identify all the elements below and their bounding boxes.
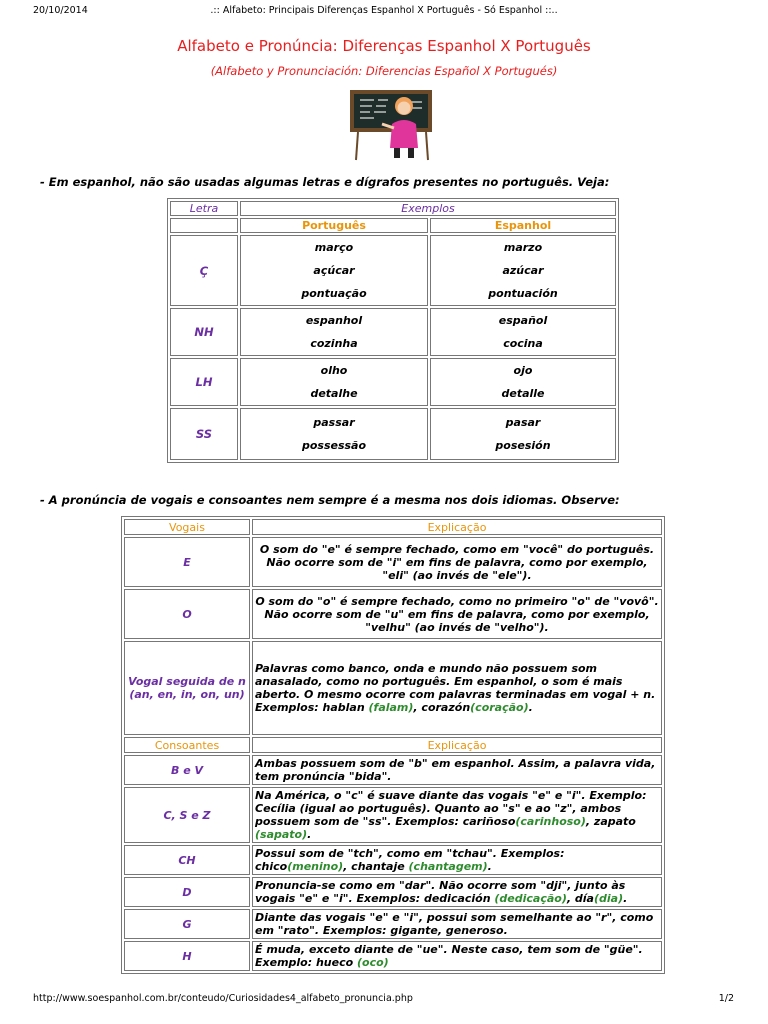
word: passar <box>313 416 355 429</box>
print-page-number: 1/2 <box>718 993 734 1004</box>
text: Pronuncia-se como em "dar". Não ocorre som "dji", junto às vogais "e" e "i". Exemplos: dedicación <box>255 879 626 905</box>
translation: (chantagem) <box>408 860 488 873</box>
word: cocina <box>503 337 543 350</box>
vowel-explanation: O som do "e" é sempre fechado, como em "você" do português. Não ocorre som de "i" em fins de palavra, como por exemplo, "eli" (ao invés de "ele"). <box>252 537 662 587</box>
text: . <box>307 828 312 841</box>
vowel-name: E <box>124 537 250 587</box>
consonant-name: C, S e Z <box>124 787 250 843</box>
table-row <box>124 941 662 971</box>
print-date: 20/10/2014 <box>33 5 88 16</box>
consonant-name: B e V <box>124 755 250 785</box>
vowel-explanation: O som do "o" é sempre fechado, como no primeiro "o" de "vovô". Não ocorre som de "u" em fins de palavra, como por exemplo, "velhu" (ao invés de "velho"). <box>252 589 662 639</box>
word: olho <box>320 364 348 377</box>
es-words <box>430 235 616 306</box>
word: español <box>498 314 548 327</box>
letters-table <box>167 198 619 463</box>
translation: (falam) <box>368 701 414 714</box>
header-portuguese: Português <box>240 218 428 233</box>
word: cozinha <box>310 337 358 350</box>
consonant-explanation <box>252 845 662 875</box>
print-url: http://www.soespanhol.com.br/conteudo/Curiosidades4_alfabeto_pronuncia.php <box>33 993 413 1004</box>
header-explanation: Explicação <box>252 519 662 535</box>
page-subtitle: (Alfabeto y Pronunciación: Diferencias Español X Portugués) <box>210 64 558 78</box>
table-row <box>124 589 662 639</box>
word: março <box>314 241 354 254</box>
translation: (sapato) <box>255 828 308 841</box>
word: pasar <box>505 416 541 429</box>
word: azúcar <box>502 264 544 277</box>
word: detalhe <box>310 387 358 400</box>
text: . <box>528 701 533 714</box>
consonant-explanation <box>252 877 662 907</box>
word: marzo <box>503 241 543 254</box>
translation: (menino) <box>287 860 344 873</box>
word: detalle <box>501 387 545 400</box>
page-title: Alfabeto e Pronúncia: Diferenças Espanhol X Português <box>177 37 591 55</box>
translation: (carinhoso) <box>515 815 586 828</box>
intro-pronunciation: - A pronúncia de vogais e consoantes nem sempre é a mesma nos dois idiomas. Observe: <box>40 493 620 507</box>
header-letter: Letra <box>170 201 238 216</box>
pt-words <box>240 358 428 406</box>
word: espanhol <box>305 314 363 327</box>
header-examples: Exemplos <box>240 201 616 216</box>
table-row <box>170 408 616 460</box>
pt-words <box>240 408 428 460</box>
intro-letters: - Em espanhol, não são usadas algumas letras e dígrafos presentes no português. Veja: <box>40 175 610 189</box>
text: É muda, exceto diante de "ue". Neste caso, tem som de "güe". Exemplo: hueco <box>255 943 643 969</box>
letter-cell: NH <box>170 308 238 356</box>
consonant-name: CH <box>124 845 250 875</box>
pt-words <box>240 235 428 306</box>
header-vowels: Vogais <box>124 519 250 535</box>
es-words <box>430 358 616 406</box>
header-spanish: Espanhol <box>430 218 616 233</box>
table-row <box>124 787 662 843</box>
vowel-name: O <box>124 589 250 639</box>
text: , corazón <box>413 701 471 714</box>
pronunciation-table <box>121 516 665 974</box>
pt-words <box>240 308 428 356</box>
text: Palavras como banco, onda e mundo não possuem som anasalado, como no português. Em espanhol, o som é mais aberto. O mesmo ocorre com palavras terminadas em vogal + n. Exemplos: hablan <box>255 662 656 714</box>
es-words <box>430 408 616 460</box>
consonant-explanation: Ambas possuem som de "b" em espanhol. Assim, a palavra vida, tem pronúncia "bida". <box>252 755 662 785</box>
word: possessão <box>301 439 367 452</box>
consonant-explanation <box>252 941 662 971</box>
word: pontuación <box>488 287 558 300</box>
header-consonants: Consoantes <box>124 737 250 753</box>
consonant-name: H <box>124 941 250 971</box>
word: pontuação <box>301 287 367 300</box>
translation: (dedicação) <box>494 892 567 905</box>
translation: (oco) <box>357 956 389 969</box>
word: açúcar <box>313 264 355 277</box>
table-row <box>124 755 662 785</box>
consonant-name: D <box>124 877 250 907</box>
word: ojo <box>513 364 533 377</box>
vowel-explanation <box>252 641 662 735</box>
translation: (dia) <box>593 892 624 905</box>
word: posesión <box>495 439 551 452</box>
text: , día <box>566 892 594 905</box>
vowel-name: Vogal seguida de n (an, en, in, on, un) <box>124 641 250 735</box>
translation: (coração) <box>470 701 529 714</box>
text: . <box>623 892 628 905</box>
table-row <box>124 909 662 939</box>
es-words <box>430 308 616 356</box>
consonant-explanation <box>252 787 662 843</box>
consonant-name: G <box>124 909 250 939</box>
text: , chantaje <box>343 860 409 873</box>
letter-cell: Ç <box>170 235 238 306</box>
teacher-illustration <box>348 84 436 162</box>
text: Na América, o "c" é suave diante das vogais "e" e "i". Exemplo: Cecília (igual ao português). Quanto ao "s" e ao "z", ambos possuem som de "ss". Exemplos: cariñoso <box>255 789 647 828</box>
text: . <box>487 860 492 873</box>
table-row <box>170 358 616 406</box>
table-row <box>124 537 662 587</box>
letter-cell: LH <box>170 358 238 406</box>
print-page-title: .:: Alfabeto: Principais Diferenças Espanhol X Português - Só Espanhol ::.. <box>210 5 558 16</box>
header-empty <box>170 218 238 233</box>
table-row <box>124 641 662 735</box>
header-explanation: Explicação <box>252 737 662 753</box>
text: Possui som de "tch", como em "tchau". Exemplos: chico <box>255 847 565 873</box>
table-row <box>170 235 616 306</box>
text: , zapato <box>585 815 636 828</box>
table-row <box>124 845 662 875</box>
table-row <box>124 877 662 907</box>
consonant-explanation: Diante das vogais "e" e "i", possui som semelhante ao "r", como em "rato". Exemplos: gigante, generoso. <box>252 909 662 939</box>
table-row <box>170 308 616 356</box>
letter-cell: SS <box>170 408 238 460</box>
